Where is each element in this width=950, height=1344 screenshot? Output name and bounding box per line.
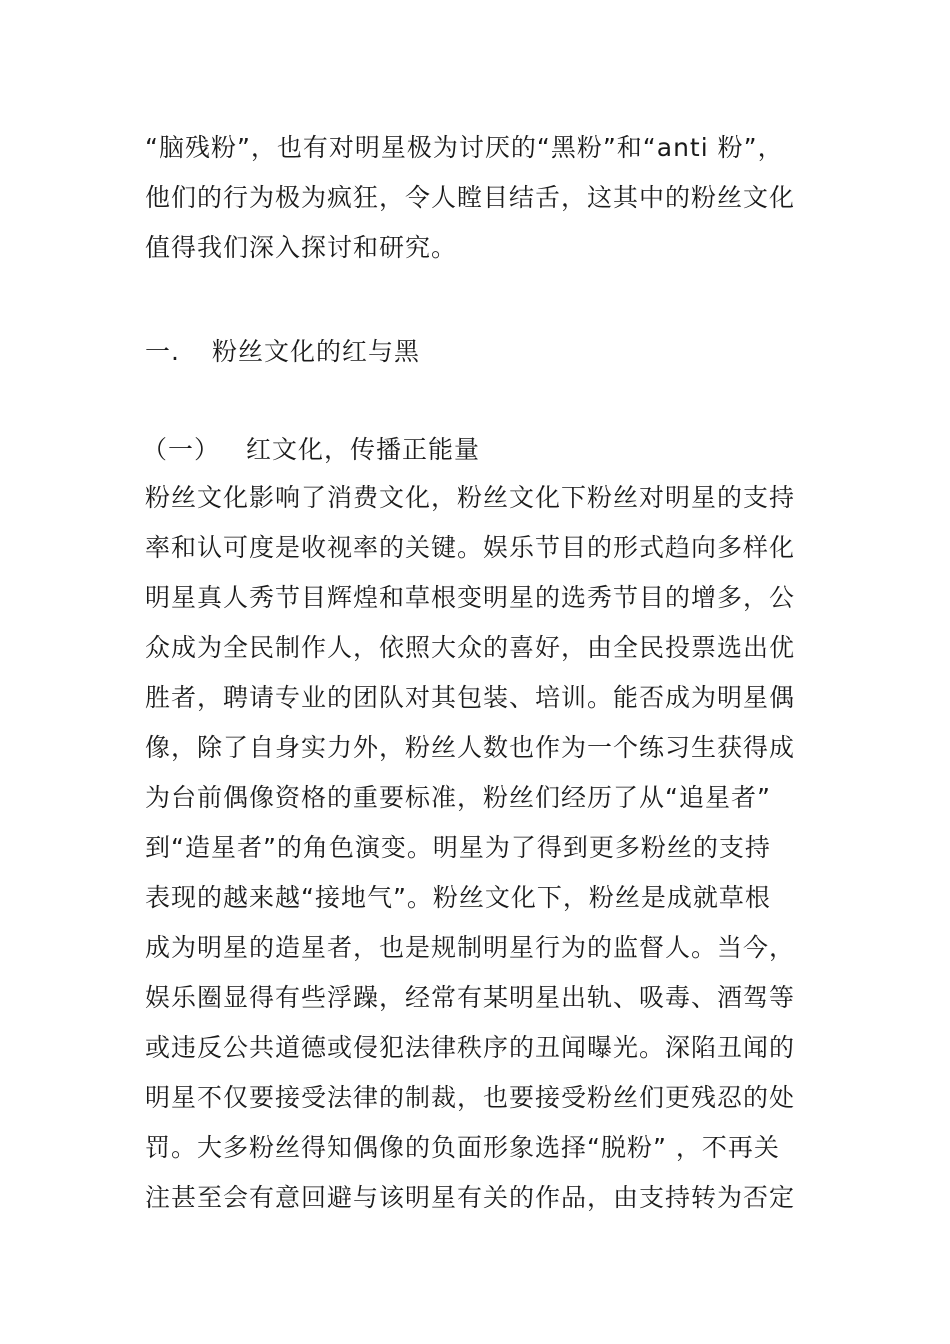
body-line-7: 为台前偶像资格的重要标准，粉丝们经历了从“追星者” xyxy=(145,783,771,812)
body-line-3: 明星真人秀节目辉煌和草根变明星的选秀节目的增多，公 xyxy=(145,583,796,612)
body-line-9: 表现的越来越“接地气”。粉丝文化下，粉丝是成就草根 xyxy=(145,883,771,912)
section-title: 粉丝文化的红与黑 xyxy=(212,337,421,366)
body-line-8: 到“造星者”的角色演变。明星为了得到更多粉丝的支持 xyxy=(145,833,771,862)
body-line-6: 像，除了自身实力外，粉丝人数也作为一个练习生获得成 xyxy=(145,733,796,762)
subsection-number: （一） xyxy=(142,435,221,464)
body-line-13: 明星不仅要接受法律的制裁，也要接受粉丝们更残忍的处 xyxy=(145,1083,796,1112)
body-line-15: 注甚至会有意回避与该明星有关的作品，由支持转为否定 xyxy=(145,1183,796,1212)
intro-line-1: “脑残粉”，也有对明星极为讨厌的“黑粉”和“anti 粉”， xyxy=(145,133,784,162)
intro-line-3: 值得我们深入探讨和研究。 xyxy=(145,233,458,262)
body-line-14: 罚。大多粉丝得知偶像的负面形象选择“脱粉” ，不再关 xyxy=(145,1133,780,1162)
body-line-4: 众成为全民制作人，依照大众的喜好，由全民投票选出优 xyxy=(145,633,796,662)
subsection-title: 红文化，传播正能量 xyxy=(246,435,481,464)
body-line-12: 或违反公共道德或侵犯法律秩序的丑闻曝光。深陷丑闻的 xyxy=(145,1033,796,1062)
body-line-10: 成为明星的造星者，也是规制明星行为的监督人。当今， xyxy=(145,933,796,962)
section-number: 一. xyxy=(145,337,180,366)
body-line-5: 胜者，聘请专业的团队对其包装、培训。能否成为明星偶 xyxy=(145,683,796,712)
body-line-11: 娱乐圈显得有些浮躁，经常有某明星出轨、吸毒、酒驾等 xyxy=(145,983,796,1012)
intro-line-2: 他们的行为极为疯狂，令人瞠目结舌，这其中的粉丝文化 xyxy=(145,183,796,212)
body-line-1: 粉丝文化影响了消费文化，粉丝文化下粉丝对明星的支持 xyxy=(145,483,796,512)
body-line-2: 率和认可度是收视率的关键。娱乐节目的形式趋向多样化 xyxy=(145,533,796,562)
